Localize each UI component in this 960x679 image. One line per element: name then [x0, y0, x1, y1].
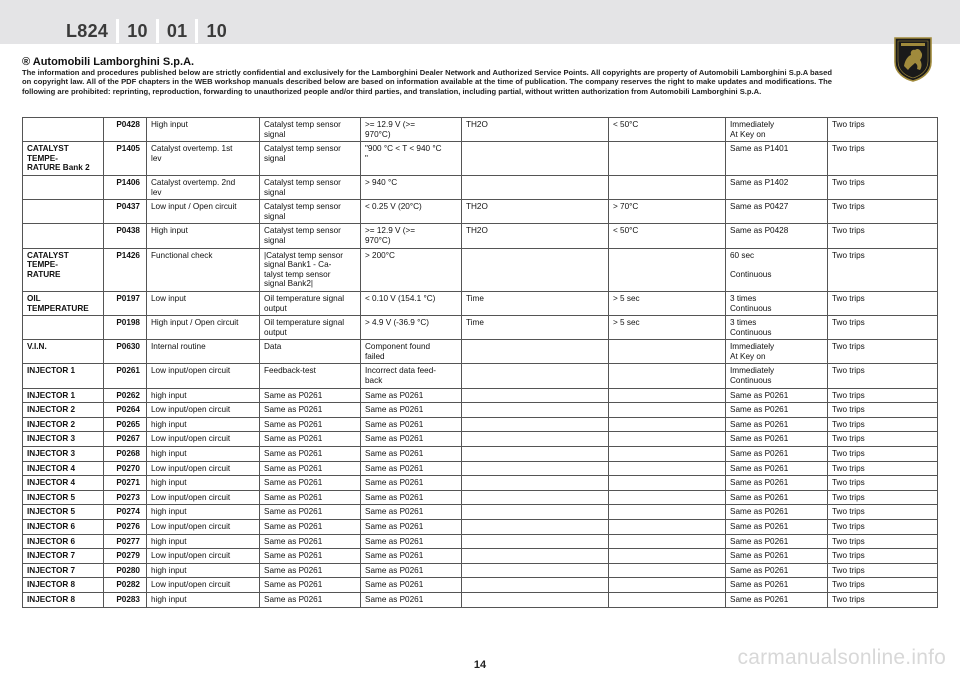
threshold-cell — [609, 403, 726, 418]
system-cell: INJECTOR 1 — [23, 388, 104, 403]
code-cell: P1406 — [104, 175, 147, 199]
component-cell: Data — [260, 340, 361, 364]
system-cell — [23, 224, 104, 248]
threshold-cell — [609, 476, 726, 491]
header-code-model: L824 — [58, 19, 119, 43]
value-cell: Same as P0261 — [361, 549, 462, 564]
description-cell: Low input/open circuit — [147, 403, 260, 418]
timing-cell: Same as P0261 — [726, 520, 828, 535]
system-cell — [23, 200, 104, 224]
table-row — [23, 534, 938, 549]
threshold-cell — [609, 592, 726, 607]
component-cell: Oil temperature signal output — [260, 316, 361, 340]
description-cell: High input — [147, 118, 260, 142]
table-row — [23, 175, 938, 199]
timing-cell: Same as P0261 — [726, 549, 828, 564]
component-cell: Same as P0261 — [260, 432, 361, 447]
trips-cell: Two trips — [828, 534, 938, 549]
system-cell: INJECTOR 4 — [23, 476, 104, 491]
trips-cell: Two trips — [828, 224, 938, 248]
table-row — [23, 291, 938, 315]
trips-cell: Two trips — [828, 447, 938, 462]
trips-cell: Two trips — [828, 461, 938, 476]
timing-cell: Same as P0261 — [726, 578, 828, 593]
threshold-cell — [609, 461, 726, 476]
component-cell: Same as P0261 — [260, 520, 361, 535]
table-row — [23, 520, 938, 535]
threshold-cell — [609, 549, 726, 564]
component-cell: Same as P0261 — [260, 461, 361, 476]
code-cell: P0261 — [104, 364, 147, 388]
description-cell: Low input/open circuit — [147, 461, 260, 476]
code-cell: P0438 — [104, 224, 147, 248]
table-row — [23, 447, 938, 462]
description-cell: Low input/open circuit — [147, 490, 260, 505]
threshold-cell — [609, 447, 726, 462]
threshold-cell — [609, 534, 726, 549]
table-row — [23, 563, 938, 578]
value-cell: Same as P0261 — [361, 476, 462, 491]
condition-cell — [462, 248, 609, 291]
timing-cell: Same as P0261 — [726, 388, 828, 403]
table-row — [23, 417, 938, 432]
value-cell: >= 12.9 V (>= 970°C) — [361, 224, 462, 248]
value-cell: < 0.25 V (20°C) — [361, 200, 462, 224]
trips-cell: Two trips — [828, 505, 938, 520]
timing-cell: 60 sec Continuous — [726, 248, 828, 291]
component-cell: Same as P0261 — [260, 417, 361, 432]
lamborghini-bull-shield-icon — [893, 36, 933, 82]
system-cell: INJECTOR 1 — [23, 364, 104, 388]
value-cell: >= 12.9 V (>= 970°C) — [361, 118, 462, 142]
condition-cell — [462, 388, 609, 403]
value-cell: Component found failed — [361, 340, 462, 364]
code-cell: P0270 — [104, 461, 147, 476]
system-cell: INJECTOR 3 — [23, 432, 104, 447]
component-cell: Catalyst temp sensor signal — [260, 118, 361, 142]
timing-cell: Same as P0428 — [726, 224, 828, 248]
description-cell: Catalyst overtemp. 1st lev — [147, 142, 260, 176]
table-row — [23, 224, 938, 248]
system-cell: OIL TEMPERATURE — [23, 291, 104, 315]
component-cell: Same as P0261 — [260, 563, 361, 578]
diagnostic-codes-table — [22, 117, 938, 608]
threshold-cell — [609, 388, 726, 403]
code-cell: P0280 — [104, 563, 147, 578]
timing-cell: Same as P1402 — [726, 175, 828, 199]
condition-cell — [462, 340, 609, 364]
table-row — [23, 549, 938, 564]
timing-cell: Same as P0261 — [726, 490, 828, 505]
component-cell: Catalyst temp sensor signal — [260, 142, 361, 176]
brand-title: ® Automobili Lamborghini S.p.A. — [22, 56, 195, 68]
description-cell: Functional check — [147, 248, 260, 291]
value-cell: Same as P0261 — [361, 520, 462, 535]
description-cell: High input — [147, 224, 260, 248]
condition-cell — [462, 534, 609, 549]
trips-cell: Two trips — [828, 248, 938, 291]
threshold-cell — [609, 417, 726, 432]
component-cell: Same as P0261 — [260, 534, 361, 549]
value-cell: > 200°C — [361, 248, 462, 291]
value-cell: Same as P0261 — [361, 592, 462, 607]
component-cell: Feedback-test — [260, 364, 361, 388]
value-cell: Same as P0261 — [361, 461, 462, 476]
value-cell: Incorrect data feed- back — [361, 364, 462, 388]
code-cell: P0268 — [104, 447, 147, 462]
system-cell: INJECTOR 2 — [23, 403, 104, 418]
timing-cell: Same as P0261 — [726, 476, 828, 491]
watermark: carmanualsonline.info — [737, 646, 946, 669]
threshold-cell — [609, 578, 726, 593]
threshold-cell — [609, 364, 726, 388]
table-row — [23, 505, 938, 520]
system-cell: CATALYST TEMPE- RATURE — [23, 248, 104, 291]
system-cell: INJECTOR 6 — [23, 520, 104, 535]
code-cell: P0282 — [104, 578, 147, 593]
description-cell: Low input/open circuit — [147, 364, 260, 388]
header-codes — [58, 19, 235, 43]
trips-cell: Two trips — [828, 340, 938, 364]
table-row — [23, 142, 938, 176]
description-cell: Catalyst overtemp. 2nd lev — [147, 175, 260, 199]
threshold-cell — [609, 142, 726, 176]
condition-cell — [462, 563, 609, 578]
component-cell: Same as P0261 — [260, 578, 361, 593]
timing-cell: 3 times Continuous — [726, 291, 828, 315]
trips-cell: Two trips — [828, 403, 938, 418]
condition-cell — [462, 432, 609, 447]
component-cell: Same as P0261 — [260, 490, 361, 505]
system-cell: INJECTOR 2 — [23, 417, 104, 432]
description-cell: high input — [147, 534, 260, 549]
condition-cell — [462, 175, 609, 199]
code-cell: P0274 — [104, 505, 147, 520]
code-cell: P0428 — [104, 118, 147, 142]
system-cell: INJECTOR 8 — [23, 592, 104, 607]
trips-cell: Two trips — [828, 388, 938, 403]
condition-cell — [462, 417, 609, 432]
timing-cell: Same as P0261 — [726, 563, 828, 578]
component-cell: Same as P0261 — [260, 549, 361, 564]
code-cell: P0198 — [104, 316, 147, 340]
component-cell: Catalyst temp sensor signal — [260, 224, 361, 248]
timing-cell: Same as P0261 — [726, 432, 828, 447]
code-cell: P0262 — [104, 388, 147, 403]
trips-cell: Two trips — [828, 476, 938, 491]
condition-cell — [462, 461, 609, 476]
code-cell: P1426 — [104, 248, 147, 291]
system-cell: INJECTOR 5 — [23, 490, 104, 505]
trips-cell: Two trips — [828, 118, 938, 142]
system-cell: INJECTOR 3 — [23, 447, 104, 462]
trips-cell: Two trips — [828, 200, 938, 224]
table-row — [23, 461, 938, 476]
trips-cell: Two trips — [828, 417, 938, 432]
trips-cell: Two trips — [828, 490, 938, 505]
component-cell: Same as P0261 — [260, 505, 361, 520]
page-number: 14 — [473, 659, 487, 671]
threshold-cell: > 5 sec — [609, 291, 726, 315]
timing-cell: Same as P0261 — [726, 417, 828, 432]
table-row — [23, 316, 938, 340]
table-row — [23, 118, 938, 142]
threshold-cell — [609, 563, 726, 578]
timing-cell: Same as P1401 — [726, 142, 828, 176]
threshold-cell — [609, 490, 726, 505]
description-cell: Low input/open circuit — [147, 520, 260, 535]
value-cell: Same as P0261 — [361, 563, 462, 578]
code-cell: P0437 — [104, 200, 147, 224]
table-row — [23, 490, 938, 505]
table-row — [23, 476, 938, 491]
trips-cell: Two trips — [828, 563, 938, 578]
description-cell: Low input/open circuit — [147, 549, 260, 564]
value-cell: Same as P0261 — [361, 403, 462, 418]
description-cell: Low input/open circuit — [147, 578, 260, 593]
description-cell: Low input / Open circuit — [147, 200, 260, 224]
condition-cell: TH2O — [462, 224, 609, 248]
system-cell: INJECTOR 5 — [23, 505, 104, 520]
timing-cell: Immediately At Key on — [726, 340, 828, 364]
table-row — [23, 578, 938, 593]
condition-cell: Time — [462, 291, 609, 315]
value-cell: Same as P0261 — [361, 505, 462, 520]
component-cell: Catalyst temp sensor signal — [260, 175, 361, 199]
code-cell: P0264 — [104, 403, 147, 418]
description-cell: high input — [147, 592, 260, 607]
description-cell: high input — [147, 417, 260, 432]
value-cell: Same as P0261 — [361, 447, 462, 462]
condition-cell — [462, 505, 609, 520]
condition-cell — [462, 476, 609, 491]
code-cell: P0267 — [104, 432, 147, 447]
threshold-cell: < 50°C — [609, 118, 726, 142]
table-row — [23, 403, 938, 418]
table-row — [23, 592, 938, 607]
trips-cell: Two trips — [828, 578, 938, 593]
threshold-cell — [609, 520, 726, 535]
table-row — [23, 200, 938, 224]
system-cell: INJECTOR 7 — [23, 549, 104, 564]
value-cell: Same as P0261 — [361, 534, 462, 549]
system-cell: INJECTOR 6 — [23, 534, 104, 549]
timing-cell: Immediately At Key on — [726, 118, 828, 142]
system-cell: INJECTOR 4 — [23, 461, 104, 476]
timing-cell: Same as P0261 — [726, 534, 828, 549]
component-cell: Oil temperature signal output — [260, 291, 361, 315]
condition-cell — [462, 592, 609, 607]
component-cell: Same as P0261 — [260, 447, 361, 462]
code-cell: P0271 — [104, 476, 147, 491]
condition-cell — [462, 490, 609, 505]
threshold-cell — [609, 505, 726, 520]
condition-cell — [462, 403, 609, 418]
header-code-section: 10 — [206, 21, 228, 41]
timing-cell: Same as P0427 — [726, 200, 828, 224]
condition-cell — [462, 364, 609, 388]
trips-cell: Two trips — [828, 364, 938, 388]
description-cell: high input — [147, 563, 260, 578]
value-cell: Same as P0261 — [361, 417, 462, 432]
system-cell — [23, 175, 104, 199]
header-code-group: 10 — [119, 19, 159, 43]
value-cell: Same as P0261 — [361, 578, 462, 593]
trips-cell: Two trips — [828, 175, 938, 199]
timing-cell: 3 times Continuous — [726, 316, 828, 340]
description-cell: high input — [147, 388, 260, 403]
table-row — [23, 432, 938, 447]
code-cell: P0283 — [104, 592, 147, 607]
trips-cell: Two trips — [828, 142, 938, 176]
timing-cell: Same as P0261 — [726, 447, 828, 462]
system-cell: CATALYST TEMPE- RATURE Bank 2 — [23, 142, 104, 176]
component-cell: Same as P0261 — [260, 476, 361, 491]
trips-cell: Two trips — [828, 592, 938, 607]
description-cell: Low input/open circuit — [147, 432, 260, 447]
value-cell: Same as P0261 — [361, 490, 462, 505]
condition-cell — [462, 549, 609, 564]
condition-cell: TH2O — [462, 118, 609, 142]
threshold-cell: > 70°C — [609, 200, 726, 224]
table-row — [23, 340, 938, 364]
threshold-cell — [609, 340, 726, 364]
condition-cell: TH2O — [462, 200, 609, 224]
code-cell: P0279 — [104, 549, 147, 564]
value-cell: > 4.9 V (-36.9 °C) — [361, 316, 462, 340]
component-cell: Same as P0261 — [260, 592, 361, 607]
component-cell: Same as P0261 — [260, 403, 361, 418]
condition-cell — [462, 447, 609, 462]
value-cell: Same as P0261 — [361, 388, 462, 403]
table-row — [23, 248, 938, 291]
value-cell: > 940 °C — [361, 175, 462, 199]
system-cell: INJECTOR 7 — [23, 563, 104, 578]
description-cell: high input — [147, 447, 260, 462]
trips-cell: Two trips — [828, 520, 938, 535]
timing-cell: Same as P0261 — [726, 592, 828, 607]
condition-cell: Time — [462, 316, 609, 340]
condition-cell — [462, 520, 609, 535]
trips-cell: Two trips — [828, 316, 938, 340]
table-row — [23, 364, 938, 388]
value-cell: < 0.10 V (154.1 °C) — [361, 291, 462, 315]
system-cell — [23, 118, 104, 142]
description-cell: high input — [147, 476, 260, 491]
code-cell: P0197 — [104, 291, 147, 315]
description-cell: High input / Open circuit — [147, 316, 260, 340]
system-cell — [23, 316, 104, 340]
trips-cell: Two trips — [828, 291, 938, 315]
trips-cell: Two trips — [828, 549, 938, 564]
value-cell: Same as P0261 — [361, 432, 462, 447]
timing-cell: Immediately Continuous — [726, 364, 828, 388]
code-cell: P0265 — [104, 417, 147, 432]
timing-cell: Same as P0261 — [726, 505, 828, 520]
code-cell: P0630 — [104, 340, 147, 364]
threshold-cell: > 5 sec — [609, 316, 726, 340]
component-cell: Same as P0261 — [260, 388, 361, 403]
threshold-cell — [609, 432, 726, 447]
description-cell: Low input — [147, 291, 260, 315]
component-cell: |Catalyst temp sensor signal Bank1 - Ca- talyst temp sensor signal Bank2| — [260, 248, 361, 291]
code-cell: P1405 — [104, 142, 147, 176]
timing-cell: Same as P0261 — [726, 461, 828, 476]
code-cell: P0273 — [104, 490, 147, 505]
description-cell: high input — [147, 505, 260, 520]
system-cell: V.I.N. — [23, 340, 104, 364]
threshold-cell: < 50°C — [609, 224, 726, 248]
condition-cell — [462, 578, 609, 593]
code-cell: P0276 — [104, 520, 147, 535]
timing-cell: Same as P0261 — [726, 403, 828, 418]
trips-cell: Two trips — [828, 432, 938, 447]
component-cell: Catalyst temp sensor signal — [260, 200, 361, 224]
condition-cell — [462, 142, 609, 176]
system-cell: INJECTOR 8 — [23, 578, 104, 593]
copyright-notice: The information and procedures published below are strictly confidential and exclusively for the Lamborghini Dealer Network and Authorized Service Points. All copyrights are property of Automobili Lamborghini S.p.A based on copyright law. All of the PDF chapters in the WEB workshop manuals described below are based on information available at the time of publication. The company reserves the right to make updates and modifications. The following are prohibited: reprinting, reproduction, forwarding to unauthorized people and/or third parties, and translation, including partial, without written authorization from Automobili Lamborghini S.p.A. — [22, 68, 832, 96]
code-cell: P0277 — [104, 534, 147, 549]
header-code-subgroup: 01 — [159, 19, 199, 43]
threshold-cell — [609, 248, 726, 291]
threshold-cell — [609, 175, 726, 199]
value-cell: "900 °C < T < 940 °C " — [361, 142, 462, 176]
table-row — [23, 388, 938, 403]
description-cell: Internal routine — [147, 340, 260, 364]
